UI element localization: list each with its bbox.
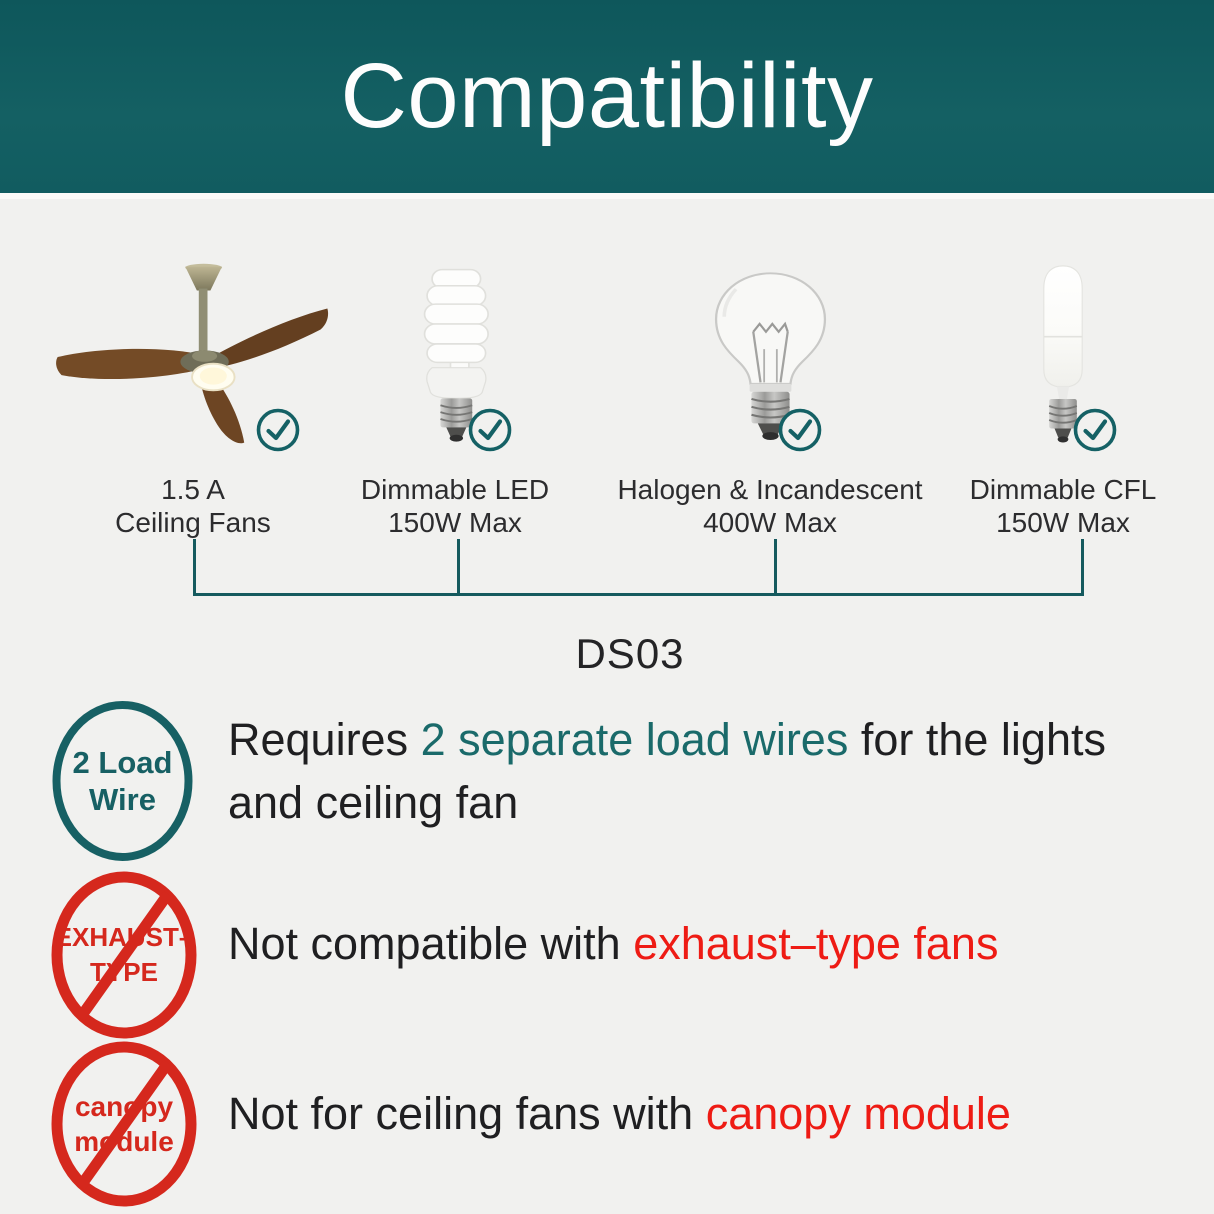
badge-text [50,870,198,1040]
product-label-line2: 150W Max [388,507,522,538]
bracket-tick [1081,539,1084,595]
badge-line2: TYPE [90,957,158,987]
note-exhaust-fans [228,912,1188,975]
badge-line1: 2 Load [72,745,173,780]
check-icon [1072,407,1118,453]
note-load-wires [228,708,1188,834]
badge-text [50,700,195,862]
bracket-line [193,593,1084,596]
note-text-before: Requires [228,714,421,765]
note-text-after: for the lights and ceiling fan [228,714,1106,828]
note-highlight: exhaust–type fans [633,918,999,969]
page-title: Compatibility [340,45,874,147]
note-highlight: canopy module [705,1088,1011,1139]
product-label-line2: Ceiling Fans [115,507,271,538]
bracket-tick [193,539,196,595]
no-canopy-module-badge-icon [50,1040,198,1208]
product-label [115,473,271,539]
check-icon [255,407,301,453]
led-image-area [348,255,562,455]
product-halogen-incandescent [606,255,934,539]
product-label-line1: Dimmable CFL [969,474,1157,505]
product-label-line2: 400W Max [703,507,837,538]
incandescent-image-area [606,255,934,455]
product-ceiling-fan [38,255,348,539]
ceiling-fan-image-area [38,255,348,455]
no-exhaust-type-badge-icon [50,870,198,1040]
cfl-image-area [948,255,1178,455]
product-label [617,473,922,539]
badge-line2: Wire [89,782,156,817]
note-canopy-module [228,1082,1188,1145]
product-dimmable-cfl [948,255,1178,539]
note-text-before: Not for ceiling fans with [228,1088,706,1139]
banner-divider [0,193,1214,199]
model-label: DS03 [575,630,685,677]
note-highlight: 2 separate load wires [420,714,849,765]
badge-line1: EXHAUST– [54,922,194,952]
product-label-line1: Dimmable LED [360,474,550,505]
product-label-line1: 1.5 A [161,474,225,505]
badge-line2: module [74,1126,174,1157]
product-label [970,473,1157,539]
product-label-line1: Halogen & Incandescent [617,474,923,505]
note-text-before: Not compatible with [228,918,634,969]
product-dimmable-led [348,255,562,539]
header-banner [0,0,1214,193]
check-icon [777,407,823,453]
badge-line1: canopy [74,1091,174,1122]
badge-text [50,1040,198,1208]
bracket-tick [457,539,460,595]
check-icon [467,407,513,453]
two-load-wire-badge-icon [50,700,195,862]
product-label-line2: 150W Max [996,507,1130,538]
bracket-tick [774,539,777,595]
product-label [361,473,549,539]
